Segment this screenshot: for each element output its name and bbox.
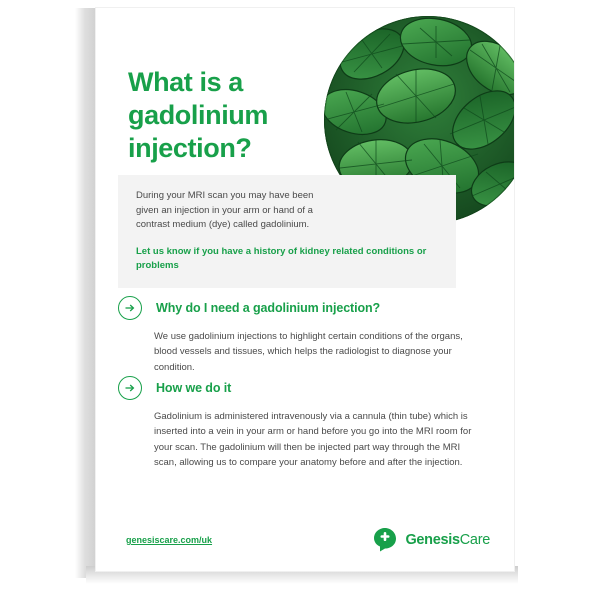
section-heading-row: [118, 296, 488, 320]
footer-website-link[interactable]: genesiscare.com/uk: [126, 535, 213, 545]
section-title: How we do it: [156, 381, 232, 395]
leaflet-page: [96, 8, 514, 571]
page-title-line-2: gadolinium: [128, 100, 268, 131]
page-title-line-1: What is a: [128, 67, 243, 98]
intro-panel: [118, 175, 456, 288]
intro-body-text: During your MRI scan you may have been given an injection in your arm or hand of a contrast medium (dye) called gadolinium.: [136, 190, 314, 231]
genesiscare-logo: [372, 527, 490, 553]
intro-highlight-text: Let us know if you have a history of kidney related conditions or problems: [136, 246, 427, 272]
section-body: We use gadolinium injections to highlight certain conditions of the organs, blood vessels and tissues, which helps the radiologist to diagnose your condition.: [154, 331, 463, 373]
logo-text-light: Care: [459, 532, 490, 548]
section-how-we-do-it: [118, 376, 488, 471]
section-why-gadolinium: [118, 296, 488, 375]
arrow-right-circle-icon: [118, 296, 142, 320]
logo-text-bold: Genesis: [405, 532, 460, 548]
page-title-line-3: injection?: [128, 132, 252, 163]
section-heading-row: [118, 376, 488, 400]
arrow-right-circle-icon: [118, 376, 142, 400]
page-title: [128, 66, 343, 165]
page-edge-shadow-left: [75, 8, 97, 578]
genesiscare-logo-text: [405, 532, 490, 548]
section-title: Why do I need a gadolinium injection?: [156, 301, 381, 315]
section-body: Gadolinium is administered intravenously via a cannula (thin tube) which is inserted into a vein in your arm or hand before you go into the MRI room for your scan. The gadolinium will then be injected part way through the MRI scan, allowing us to compare your anatomy before and after the injection.: [154, 411, 472, 469]
genesiscare-logo-mark-icon: [372, 527, 398, 553]
